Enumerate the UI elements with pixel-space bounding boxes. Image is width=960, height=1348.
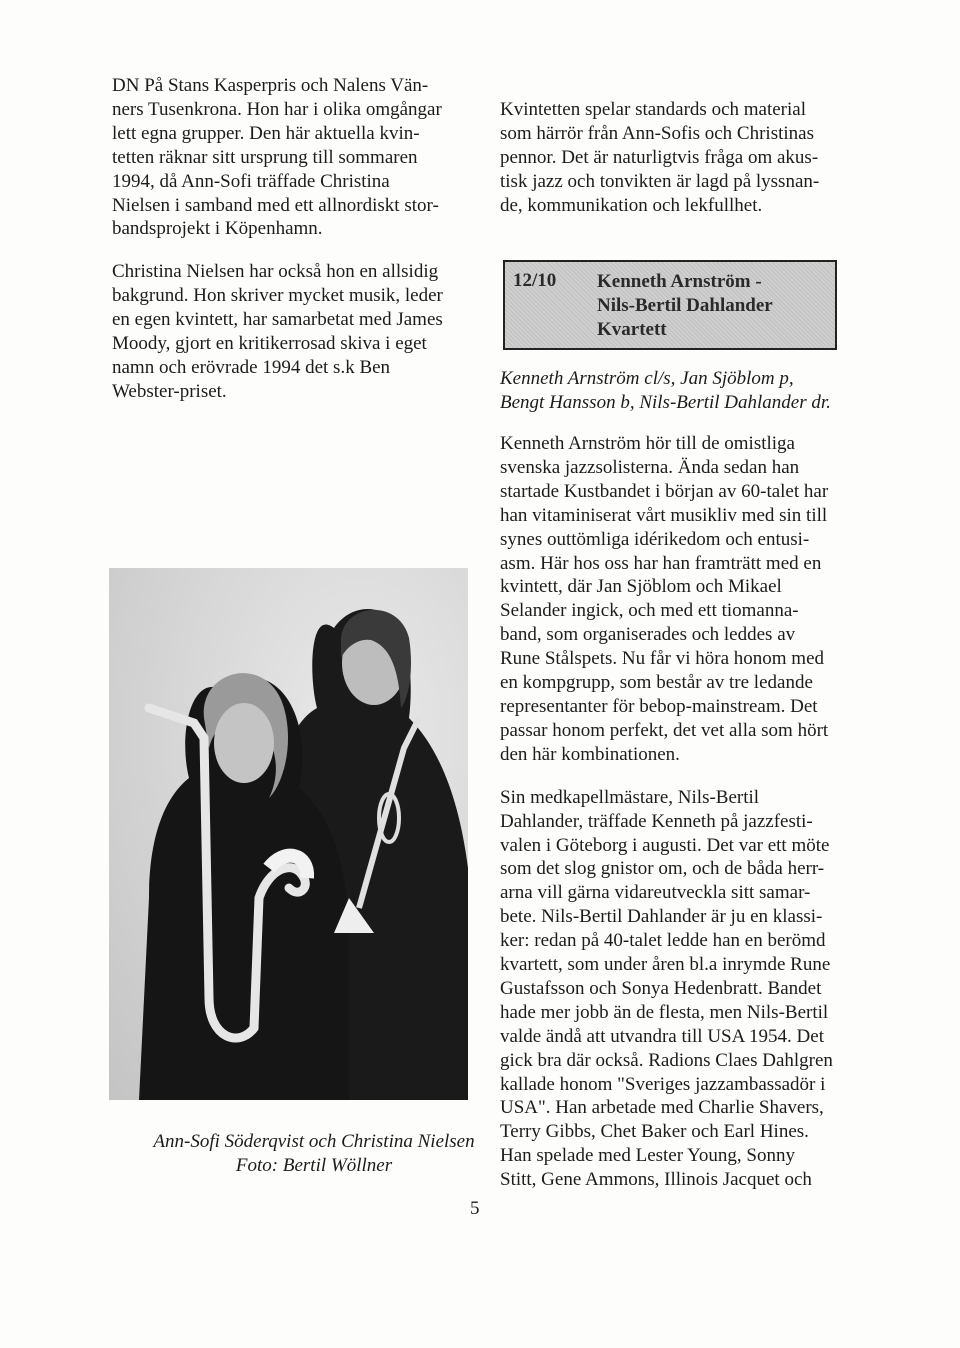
musicians-photo xyxy=(109,568,468,1100)
left-column xyxy=(112,74,464,404)
left-paragraph-1 xyxy=(112,74,464,241)
photo-caption xyxy=(109,1130,519,1178)
text-line: de, kommunikation och lekfullhet. xyxy=(500,194,763,216)
text-line: kallade honom "Sveriges jazzambassadör i xyxy=(500,1073,826,1095)
text-line: som härrör från Ann-Sofis och Christinas xyxy=(500,122,814,144)
text-line: Moody, gjort en kritikerrosad skiva i eget xyxy=(112,333,427,355)
text-line: arna vill gärna vidareutveckla sitt samar- xyxy=(500,882,811,904)
text-line: valen i Göteborg i augusti. Det var ett möte xyxy=(500,834,830,856)
right-paragraph-1 xyxy=(500,432,845,767)
text-line: representanter för bebop-mainstream. Det xyxy=(500,695,818,717)
text-line: DN På Stans Kasperpris och Nalens Vän- xyxy=(112,75,429,96)
text-line: Rune Stålspets. Nu får vi höra honom med xyxy=(500,648,825,670)
text-line: band, som organiserades och leddes av xyxy=(500,624,796,646)
photo-illustration xyxy=(109,568,468,1100)
text-line: Kenneth Arnström cl/s, Jan Sjöblom p, xyxy=(500,368,794,389)
text-line: Kenneth Arnström hör till de omistliga xyxy=(500,433,795,454)
text-line: tisk jazz och tonvikten är lagd på lyssnan- xyxy=(500,170,820,192)
text-line: Dahlander, träffade Kenneth på jazzfesti- xyxy=(500,810,813,832)
text-line: lett egna grupper. Den här aktuella kvin- xyxy=(112,122,420,144)
text-line: tetten räknar sitt ursprung till sommaren xyxy=(112,146,418,168)
text-line: gick bra där också. Radions Claes Dahlgren xyxy=(500,1049,833,1071)
musician-lineup xyxy=(500,367,860,415)
text-line: han vitaminiserat vårt musikliv med sin till xyxy=(500,504,828,526)
text-line: kvartett, som under åren bl.a inrymde Rune xyxy=(500,954,831,976)
text-line: bakgrund. Hon skriver mycket musik, leder xyxy=(112,285,443,307)
right-column-intro xyxy=(500,98,845,218)
text-line: Selander ingick, och med ett tiomanna- xyxy=(500,600,799,622)
text-line: den här kombinationen. xyxy=(500,743,680,765)
text-line: USA". Han arbetade med Charlie Shavers, xyxy=(500,1097,824,1119)
text-line: Christina Nielsen har också hon en allsidig xyxy=(112,261,439,283)
event-title xyxy=(597,270,837,342)
text-line: passar honom perfekt, det vet alla som hört xyxy=(500,719,829,741)
text-line: Gustafsson och Sonya Hedenbratt. Bandet xyxy=(500,977,822,999)
event-date: 12/10 xyxy=(513,270,557,291)
text-line: ker: redan på 40-talet ledde han en berömd xyxy=(500,930,826,952)
caption-credit: Foto: Bertil Wöllner xyxy=(235,1155,393,1176)
text-line: ners Tusenkrona. Hon har i olika omgångar xyxy=(112,98,442,120)
text-line: svenska jazzsolisterna. Ända sedan han xyxy=(500,456,800,478)
event-title-line: Nils-Bertil Dahlander xyxy=(597,295,773,316)
text-line: Bengt Hansson b, Nils-Bertil Dahlander dr. xyxy=(500,392,831,413)
text-line: Sin medkapellmästare, Nils-Bertil xyxy=(500,786,760,808)
text-line: Webster-priset. xyxy=(112,380,227,402)
text-line: bandsprojekt i Köpenhamn. xyxy=(112,218,323,240)
text-line: valde ändå att utvandra till USA 1954. Det xyxy=(500,1025,824,1047)
text-line: startade Kustbandet i början av 60-talet har xyxy=(500,480,829,502)
text-line: kvintett, där Jan Sjöblom och Mikael xyxy=(500,576,782,598)
page-number: 5 xyxy=(470,1198,480,1219)
text-line: pennor. Det är naturligtvis fråga om akus- xyxy=(500,146,819,168)
text-line: Terry Gibbs, Chet Baker och Earl Hines. xyxy=(500,1121,809,1143)
text-line: Nielsen i samband med ett allnordiskt stor- xyxy=(112,194,439,216)
event-box xyxy=(503,260,837,350)
text-line: 1994, då Ann-Sofi träffade Christina xyxy=(112,170,390,192)
text-line: Han spelade med Lester Young, Sonny xyxy=(500,1145,795,1167)
right-column-body xyxy=(500,432,845,1192)
text-line: asm. Här hos oss har han framträtt med en xyxy=(500,552,822,574)
text-line: en kompgrupp, som består av tre ledande xyxy=(500,672,813,694)
text-line: namn och erövrade 1994 det s.k Ben xyxy=(112,356,391,378)
text-line: som det slog gnistor om, och de båda herr- xyxy=(500,858,825,880)
text-line: synes outtömliga idérikedom och entusi- xyxy=(500,528,810,550)
text-line: Stitt, Gene Ammons, Illinois Jacquet och xyxy=(500,1169,812,1191)
text-line: hade mer jobb än de flesta, men Nils-Bertil xyxy=(500,1001,829,1023)
text-line: Kvintetten spelar standards och material xyxy=(500,99,807,120)
text-line: en egen kvintett, har samarbetat med James xyxy=(112,309,443,331)
event-title-line: Kvartett xyxy=(597,319,667,340)
left-paragraph-2 xyxy=(112,260,464,403)
text-line: bete. Nils-Bertil Dahlander är ju en klassi- xyxy=(500,906,823,928)
event-title-line: Kenneth Arnström - xyxy=(597,271,762,292)
right-paragraph-2 xyxy=(500,786,845,1192)
caption-line: Ann-Sofi Söderqvist och Christina Nielsen xyxy=(153,1131,475,1152)
